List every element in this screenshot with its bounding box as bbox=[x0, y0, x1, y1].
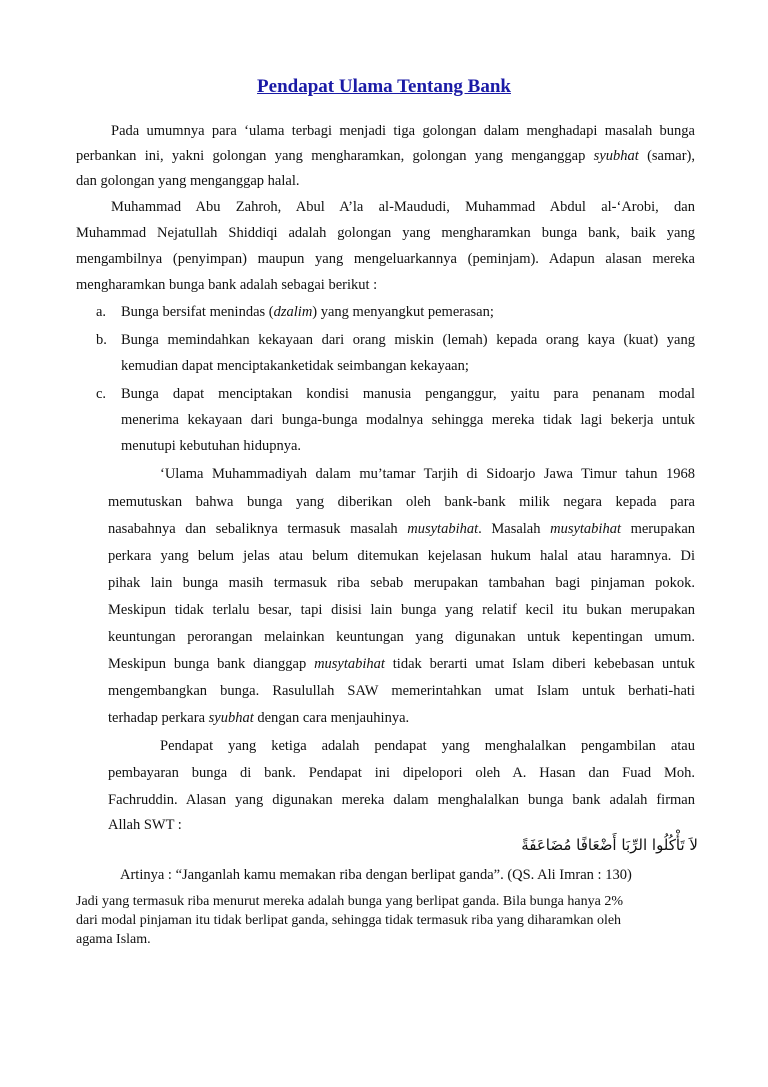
para1-line3: dan golongan yang menganggap halal. bbox=[76, 173, 300, 189]
para4-line1: Pendapat yang ketiga adalah pendapat yang menghalalkan pengambilan atau bbox=[160, 738, 695, 754]
term-dzalim: dzalim bbox=[273, 304, 313, 320]
list-marker-b: b. bbox=[96, 332, 107, 348]
term-syubhat: syubhat bbox=[593, 148, 639, 164]
para3-line3: nasabahnya dan sebaliknya termasuk masalah musytabihat. Masalah musytabihat merupakan bbox=[108, 521, 695, 537]
list-item-c-line2: menerima kekayaan dari bunga-bunga modalnya sehingga mereka tidak lagi bekerja untuk bbox=[121, 412, 695, 428]
para3-line4: perkara yang belum jelas atau belum ditemukan kejelasan hukum halal atau haramnya. Di bbox=[108, 548, 695, 564]
list-item-b-line1: Bunga memindahkan kekayaan dari orang miskin (lemah) kepada orang kaya (kuat) yang bbox=[121, 332, 695, 348]
term-syubhat-2: syubhat bbox=[208, 710, 254, 726]
list-item-c-line3: menutupi kebutuhan hidupnya. bbox=[121, 438, 302, 454]
closing-line2: dari modal pinjaman itu tidak berlipat ganda, sehingga tidak termasuk riba yang diharamkan oleh bbox=[76, 913, 622, 928]
list-item-a: Bunga bersifat menindas (dzalim) yang menyangkut pemerasan; bbox=[121, 304, 494, 320]
page-title: Pendapat Ulama Tentang Bank bbox=[257, 76, 511, 97]
para3-line5: pihak lain bunga masih termasuk riba sebab merupakan tambahan bagi pinjaman pokok. bbox=[108, 575, 695, 591]
para3-line10: terhadap perkara syubhat dengan cara menjauhinya. bbox=[108, 710, 410, 726]
list-item-c-line1: Bunga dapat menciptakan kondisi manusia penganggur, yaitu para penanam modal bbox=[121, 386, 695, 402]
para1-line1: Pada umumnya para ‘ulama terbagi menjadi tiga golongan dalam menghadapi masalah bunga bbox=[111, 123, 695, 139]
para2-line2: Muhammad Nejatullah Shiddiqi adalah golongan yang mengharamkan bunga bank, baik yang bbox=[76, 225, 695, 241]
list-marker-c: c. bbox=[96, 386, 107, 402]
closing-line3: agama Islam. bbox=[76, 932, 151, 947]
term-musytabihat-2: musytabihat bbox=[550, 521, 621, 537]
para4-line3: Fachruddin. Alasan yang digunakan mereka dalam menghalalkan bunga bank adalah firman bbox=[108, 792, 695, 808]
para4-line2: pembayaran bunga di bank. Pendapat ini dipelopori oleh A. Hasan dan Fuad Moh. bbox=[108, 765, 695, 781]
verse-translation: Artinya : “Janganlah kamu memakan riba dengan berlipat ganda”. (QS. Ali Imran : 130) bbox=[120, 867, 632, 883]
para2-line4: mengharamkan bunga bank adalah sebagai berikut : bbox=[76, 277, 378, 293]
para3-line8: Meskipun bunga bank dianggap musytabihat tidak berarti umat Islam diberi kebebasan untuk bbox=[108, 656, 695, 672]
list-marker-a: a. bbox=[96, 304, 107, 320]
para2-line1: Muhammad Abu Zahroh, Abul A’la al-Maududi, Muhammad Abdul al-‘Arobi, dan bbox=[111, 199, 695, 215]
term-musytabihat: musytabihat bbox=[407, 521, 479, 537]
para4-line4: Allah SWT : bbox=[108, 817, 182, 833]
para3-line2: memutuskan bahwa bunga yang diberikan oleh bank-bank milik negara kepada para bbox=[108, 494, 695, 510]
closing-line1: Jadi yang termasuk riba menurut mereka adalah bunga yang berlipat ganda. Bila bunga hanya 2% bbox=[76, 894, 623, 909]
para3-line1: ‘Ulama Muhammadiyah dalam mu’tamar Tarjih di Sidoarjo Jawa Timur tahun 1968 bbox=[160, 466, 695, 482]
para1-line2: perbankan ini, yakni golongan yang mengharamkan, golongan yang menganggap syubhat (samar), bbox=[76, 148, 695, 164]
term-musytabihat-3: musytabihat bbox=[314, 656, 385, 672]
para3-line7: keuntungan perorangan melainkan keuntungan yang digunakan untuk kepentingan umum. bbox=[108, 629, 695, 645]
para2-line3: mengambilnya (penyimpan) maupun yang mengeluarkannya (peminjam). Adapun alasan mereka bbox=[76, 251, 695, 267]
arabic-verse: لاَ تَأْكُلُوا الرِّبَا أَضْعَافًا مُضَاعَفَةً bbox=[521, 836, 698, 854]
para3-line9: mengembangkan bunga. Rasulullah SAW memerintahkan umat Islam untuk berhati-hati bbox=[108, 683, 695, 699]
para3-line6: Meskipun tidak terlalu besar, tapi disisi lain bunga yang relatif kecil itu bukan merupakan bbox=[108, 602, 695, 618]
list-item-b-line2: kemudian dapat menciptakanketidak seimbangan kekayaan; bbox=[121, 358, 469, 374]
